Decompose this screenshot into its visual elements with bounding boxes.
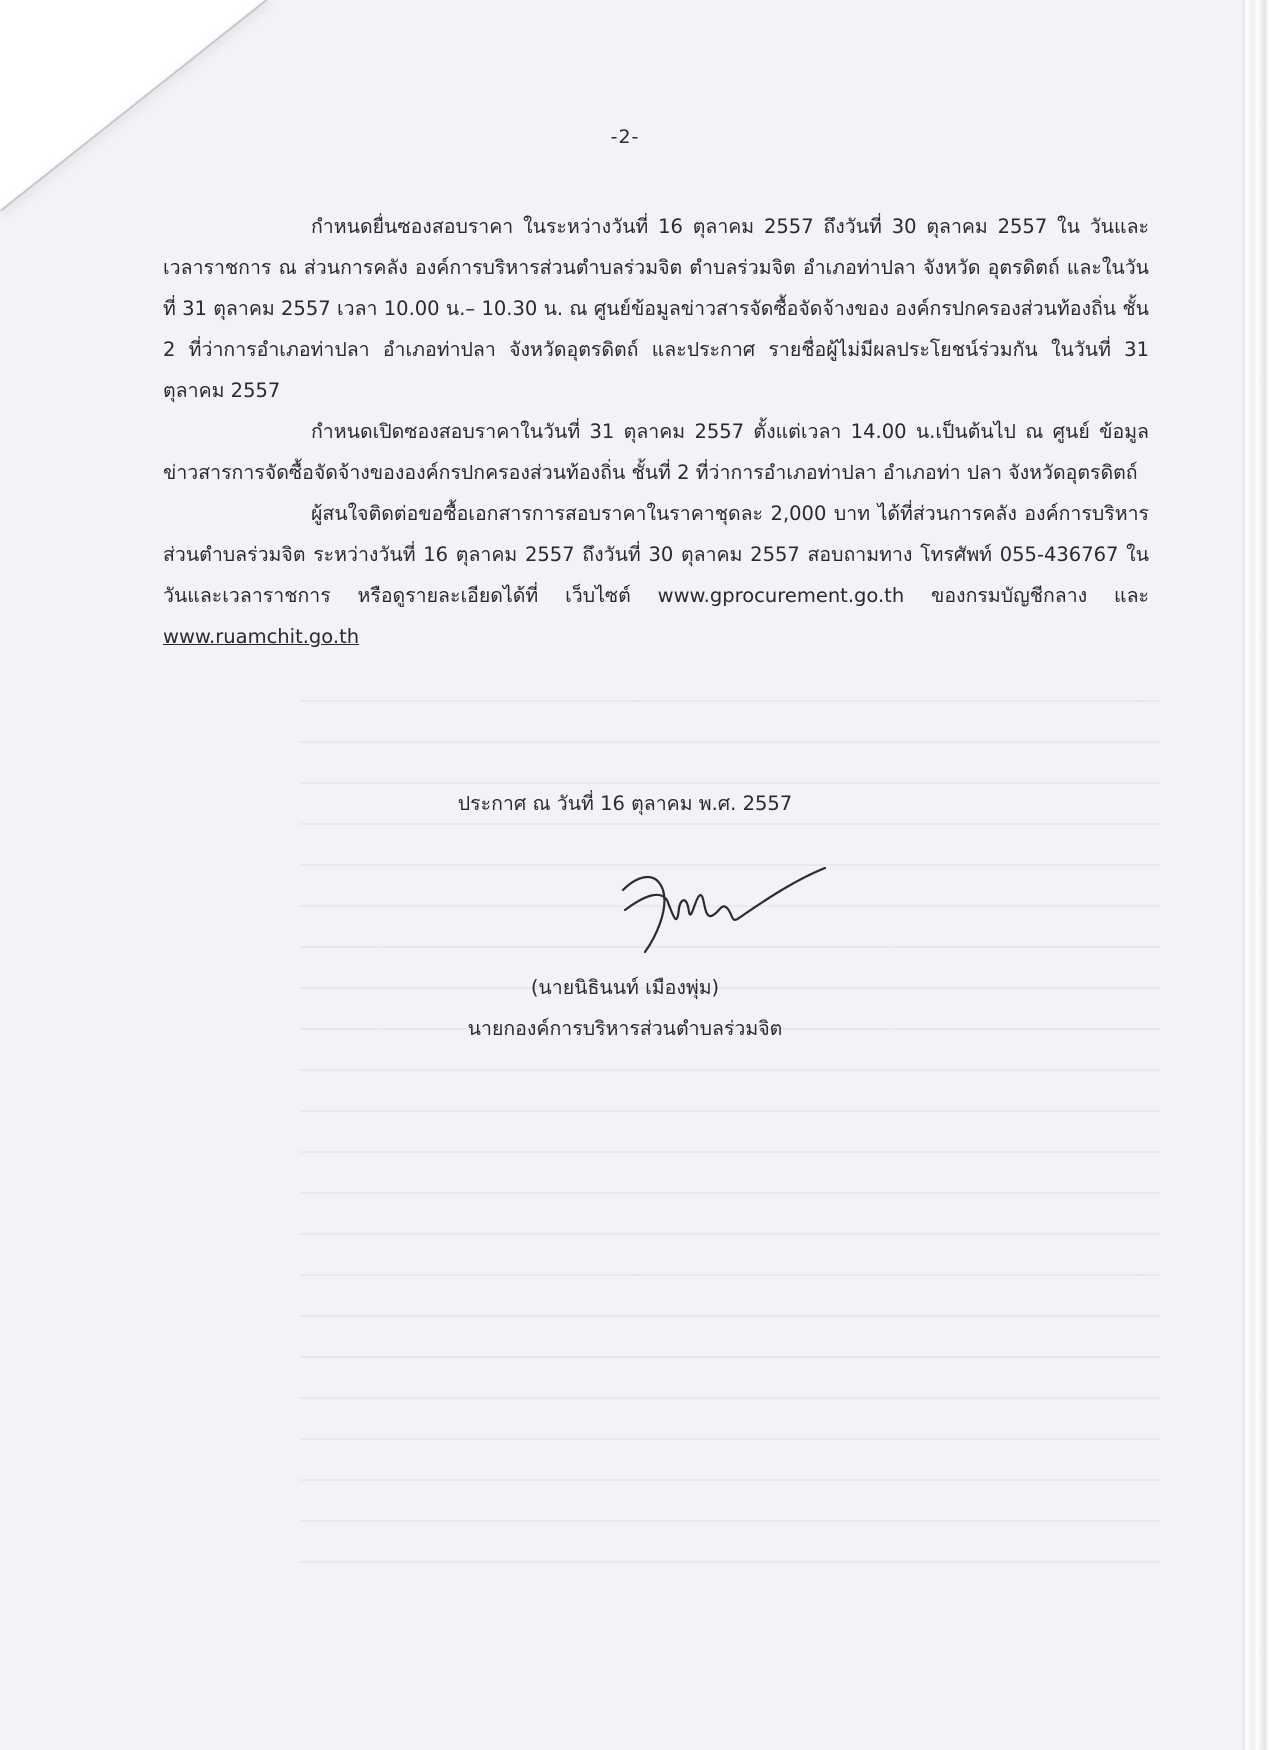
paragraph-bid-submission: กำหนดยื่นซองสอบราคา ในระหว่างวันที่ 16 ตุลาคม 2557 ถึงวันที่ 30 ตุลาคม 2557 ใน วันและเวลาราชการ ณ ส่วนการคลัง องค์การบริหารส่วนตำบลร่วมจิต ตำบลร่วมจิต อำเภอท่าปลา จังหวัด อุตรดิตถ์ และในวันที่ 31 ตุลาคม 2557 เวลา 10.00 น.– 10.30 น. ณ ศูนย์ข้อมูลข่าวสารจัดซื้อจัดจ้างของ องค์กรปกครองส่วนท้องถิ่น ชั้น 2 ที่ว่าการอำเภอท่าปลา อำเภอท่าปลา จังหวัดอุตรดิตถ์ และประกาศ รายชื่อผู้ไม่มีผลประโยชน์ร่วมกัน ในวันที่ 31 ตุลาคม 2557 xyxy=(163,215,1149,402)
paragraph-bid-opening: กำหนดเปิดซองสอบราคาในวันที่ 31 ตุลาคม 2557 ตั้งแต่เวลา 14.00 น.เป็นต้นไป ณ ศูนย์ ข้อมูลข่าวสารการจัดซื้อจัดจ้างขององค์กรปกครองส่วนท้องถิ่น ชั้นที่ 2 ที่ว่าการอำเภอท่าปลา อำเภอท่า ปลา จังหวัดอุตรดิตถ์ xyxy=(163,420,1149,484)
signature xyxy=(615,860,835,960)
website-link[interactable]: www.ruamchit.go.th xyxy=(163,625,360,648)
signer-title: นายกองค์การบริหารส่วนตำบลร่วมจิต xyxy=(467,1017,783,1040)
page-number: -2- xyxy=(610,126,640,148)
announcement-body xyxy=(163,206,1149,657)
paper-edge xyxy=(1243,0,1275,1750)
bleed-through-text xyxy=(300,700,1160,1600)
announcement-date: ประกาศ ณ วันที่ 16 ตุลาคม พ.ศ. 2557 xyxy=(457,792,793,815)
paragraph-document-purchase xyxy=(163,493,1149,657)
signer-name: (นายนิธินนท์ เมืองพุ่ม) xyxy=(530,976,720,999)
paragraph-document-purchase-text: ผู้สนใจติดต่อขอซื้อเอกสารการสอบราคาในราคาชุดละ 2,000 บาท ได้ที่ส่วนการคลัง องค์การบริหารส่วนตำบลร่วมจิต ระหว่างวันที่ 16 ตุลาคม 2557 ถึงวันที่ 30 ตุลาคม 2557 สอบถามทาง โทรศัพท์ 055-436767 ในวันและเวลาราชการ หรือดูรายละเอียดได้ที่ เว็บไซต์ www.gprocurement.go.th ของกรมบัญชีกลาง และ xyxy=(163,502,1149,607)
